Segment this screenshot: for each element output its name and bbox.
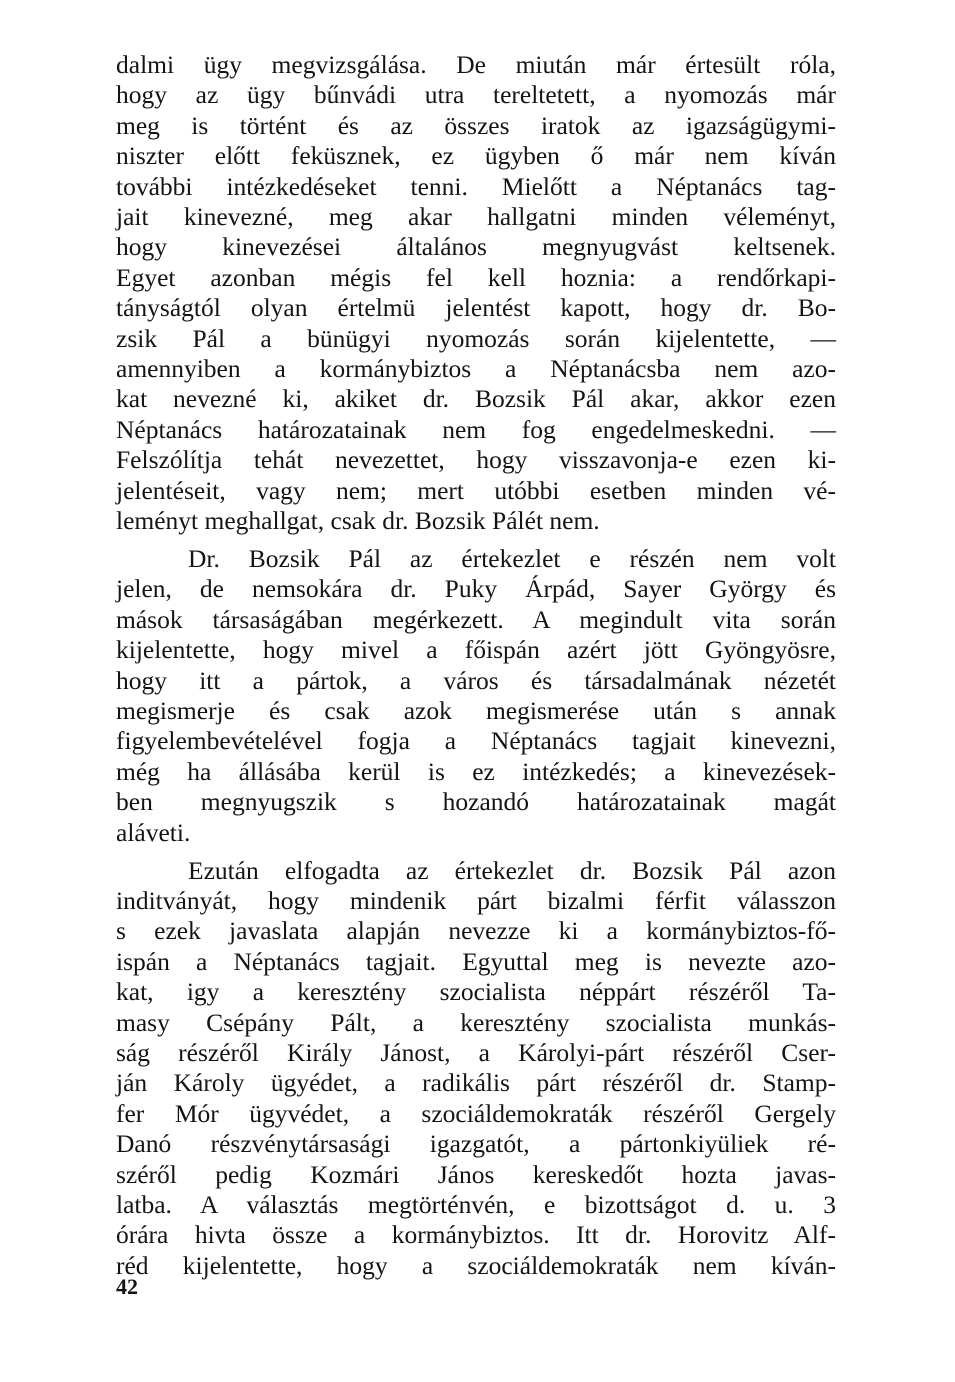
page-body-text xyxy=(116,50,836,1281)
text-line: jelentéseit, vagy nem; mert utóbbi esetben minden vé- xyxy=(116,475,836,505)
text-line: masy Csépány Pált, a keresztény szocialista munkás- xyxy=(116,1007,836,1037)
text-line: Dr. Bozsik Pál az értekezlet e részén nem volt xyxy=(188,544,836,573)
text-line: latba. A választás megtörténvén, e bizottságot d. u. 3 xyxy=(116,1190,836,1220)
text-line: további intézkedéseket tenni. Mielőtt a Néptanács tag- xyxy=(116,171,836,201)
text-line: jait kinevezné, meg akar hallgatni minden véleményt, xyxy=(116,202,836,232)
paragraph-2 xyxy=(116,544,836,848)
text-line: kat, igy a keresztény szocialista néppárt részéről Ta- xyxy=(116,977,836,1007)
text-line: Ezután elfogadta az értekezlet dr. Bozsik Pál azon xyxy=(188,855,836,885)
text-line: mások társaságában megérkezett. A megindult vita során xyxy=(116,604,836,634)
text-line: órára hivta össze a kormánybiztos. Itt dr. Horovitz Alf- xyxy=(116,1220,836,1250)
text-line: dalmi ügy megvizsgálása. De miután már értesült róla, xyxy=(116,50,836,79)
text-line: Néptanács határozatainak nem fog engedelmeskedni. — xyxy=(116,414,836,444)
text-line: niszter előtt feküsznek, ez ügyben ő már nem kíván xyxy=(116,141,836,171)
text-line: kat nevezné ki, akiket dr. Bozsik Pál akar, akkor ezen xyxy=(116,384,836,414)
text-line: ben megnyugszik s hozandó határozatainak magát xyxy=(116,787,836,817)
text-line: kijelentette, hogy mivel a főispán azért jött Gyöngyösre, xyxy=(116,635,836,665)
text-line: amennyiben a kormánybiztos a Néptanácsba nem azo- xyxy=(116,354,836,384)
text-line: Egyet azonban mégis fel kell hoznia: a rendőrkapi- xyxy=(116,262,836,292)
text-line: ispán a Néptanács tagjait. Egyuttal meg is nevezte azo- xyxy=(116,946,836,976)
text-line: jelen, de nemsokára dr. Puky Árpád, Sayer György és xyxy=(116,574,836,604)
text-line: fer Mór ügyvédet, a szociáldemokraták részéről Gergely xyxy=(116,1098,836,1128)
text-line: s ezek javaslata alapján nevezze ki a kormánybiztos-fő- xyxy=(116,916,836,946)
text-line: meg is történt és az összes iratok az igazságügymi- xyxy=(116,110,836,140)
text-line: ján Károly ügyédet, a radikális párt részéről dr. Stamp- xyxy=(116,1068,836,1098)
text-line: zsik Pál a bünügyi nyomozás során kijelentette, — xyxy=(116,323,836,353)
text-line: hogy az ügy bűnvádi utra tereltetett, a nyomozás már xyxy=(116,80,836,110)
text-line: hogy itt a pártok, a város és társadalmának nézetét xyxy=(116,665,836,695)
text-line: még ha állásába kerül is ez intézkedés; a kinevezések- xyxy=(116,756,836,786)
page-number: 42 xyxy=(116,1274,138,1299)
text-line: hogy kinevezései általános megnyugvást keltsenek. xyxy=(116,232,836,262)
text-line: tányságtól olyan értelmü jelentést kapott, hogy dr. Bo- xyxy=(116,293,836,323)
text-line: aláveti. xyxy=(116,817,191,847)
paragraph-3 xyxy=(116,856,836,1282)
text-line: réd kijelentette, hogy a szociáldemokraták nem kíván- xyxy=(116,1250,836,1280)
paragraph-1 xyxy=(116,50,836,537)
text-line: inditványát, hogy mindenik párt bizalmi férfit válasszon xyxy=(116,885,836,915)
text-line: leményt meghallgat, csak dr. Bozsik Pálét nem. xyxy=(116,506,600,536)
text-line: Felszólítja tehát nevezettet, hogy visszavonja-e ezen ki- xyxy=(116,445,836,475)
text-line: megismerje és csak azok megismerése után s annak xyxy=(116,696,836,726)
text-line: ság részéről Király Jánost, a Károlyi-párt részéről Cser- xyxy=(116,1038,836,1067)
text-line: Danó részvénytársasági igazgatót, a pártonkiyüliek ré- xyxy=(116,1129,836,1159)
text-line: széről pedig Kozmári János kereskedőt hozta javas- xyxy=(116,1159,836,1189)
text-line: figyelembevételével fogja a Néptanács tagjait kinevezni, xyxy=(116,726,836,756)
